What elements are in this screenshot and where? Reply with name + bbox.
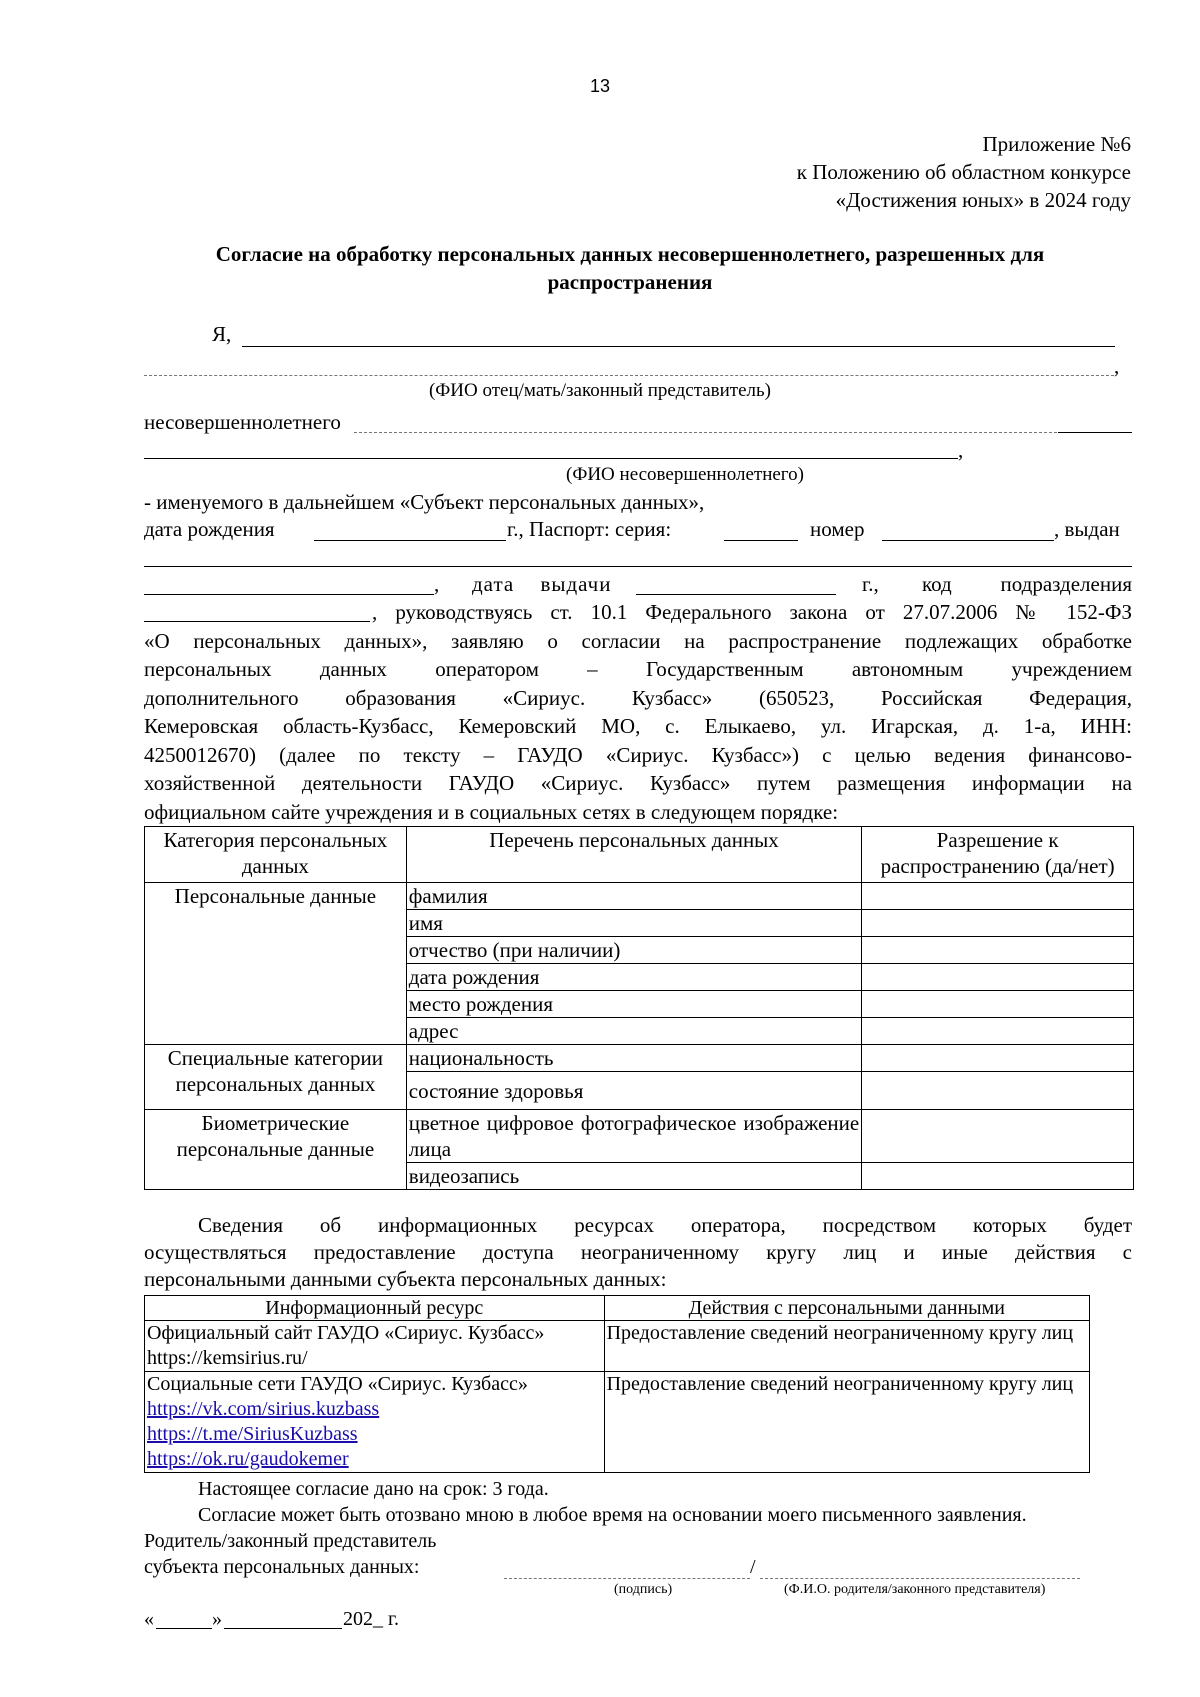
header-actions: Действия с персональными данными — [604, 1296, 1089, 1321]
action-cell: Предоставление сведений неограниченному кругу лиц — [604, 1372, 1089, 1473]
personal-data-table — [144, 826, 1134, 1190]
consent-line: персональных данных оператором – Государственным автономным учреждением — [144, 657, 1132, 681]
caption-minor-fio: (ФИО несовершеннолетнего) — [566, 464, 804, 485]
signer-label-2: субъекта персональных данных: — [144, 1556, 420, 1578]
passport-series-label: г., Паспорт: серия: — [507, 517, 672, 541]
header-list: Перечень персональных данных — [406, 827, 861, 883]
consent-term: Настоящее согласие дано на срок: 3 года. — [198, 1478, 549, 1500]
consent-revoke: Согласие может быть отозвано мною в любое время на основании моего письменного заявления. — [198, 1504, 1027, 1526]
permission-cell[interactable] — [862, 937, 1134, 964]
telegram-link[interactable]: https://t.me/SiriusKuzbass — [147, 1423, 358, 1445]
permission-cell[interactable] — [862, 1072, 1134, 1110]
g-code-label: г., — [862, 572, 879, 596]
birth-label: дата рождения — [144, 517, 275, 541]
data-item: место рождения — [406, 991, 861, 1018]
data-item: видеозапись — [406, 1163, 861, 1190]
date-close-quote: » — [212, 1608, 222, 1630]
dept-code-label: код подразделения — [922, 572, 1132, 596]
table-row — [145, 1045, 1134, 1072]
passport-number-field[interactable] — [882, 540, 1054, 541]
date-month-field[interactable] — [224, 1628, 342, 1629]
appendix-block — [797, 130, 1131, 214]
permission-cell[interactable] — [862, 1018, 1134, 1045]
parent-name-field-2[interactable] — [144, 375, 1114, 376]
caption-parent-fio: (ФИО отец/мать/законный представитель) — [428, 380, 772, 401]
caption-parent-fio-footer: (Ф.И.О. родителя/законного представителя) — [784, 1582, 1046, 1597]
consent-line: 4250012670) (далее по тексту – ГАУДО «Сириус. Кузбасс») с целью ведения финансово- — [144, 742, 1132, 767]
header-permission: Разрешение к распространению (да/нет) — [862, 827, 1134, 883]
permission-cell[interactable] — [862, 991, 1134, 1018]
data-item: имя — [406, 910, 861, 937]
issued-by-field[interactable] — [144, 566, 1132, 567]
permission-cell[interactable] — [862, 883, 1134, 910]
consent-line: дополнительного образования «Сириус. Кузбасс» (650523, Российская Федерация, — [144, 685, 1132, 710]
minor-name-field-1b[interactable] — [1058, 432, 1132, 433]
consent-line: официальном сайте учреждения и в социальных сетях в следующем порядке: — [144, 799, 839, 824]
permission-cell[interactable] — [862, 964, 1134, 991]
date-open-quote: « — [144, 1608, 154, 1630]
category-personal: Персональные данные — [145, 883, 407, 1045]
appendix-line-3: «Достижения юных» в 2024 году — [835, 188, 1131, 212]
resources-paragraph — [144, 1212, 1132, 1293]
consent-line: , руководствуясь ст. 10.1 Федерального закона от 27.07.2006 № 152-ФЗ — [372, 600, 1132, 624]
comma-1: , — [1114, 354, 1120, 378]
resources-row — [145, 1372, 1090, 1473]
data-item: фамилия — [406, 883, 861, 910]
issued-label: , выдан — [1054, 517, 1120, 541]
issued-by-field-2[interactable] — [144, 594, 434, 595]
data-item: цветное цифровое фотографическое изображение лица — [406, 1110, 861, 1163]
consent-line: хозяйственной деятельности ГАУДО «Сириус. Кузбасс» путем размещения информации на — [144, 771, 1132, 795]
caption-signature: (подпись) — [614, 1582, 673, 1597]
date-year: 202_ г. — [343, 1608, 399, 1630]
vk-link[interactable]: https://vk.com/sirius.kuzbass — [147, 1398, 380, 1420]
table-row — [145, 1110, 1134, 1163]
birth-date-field[interactable] — [314, 540, 506, 541]
slash: / — [750, 1556, 756, 1578]
table-row — [145, 883, 1134, 910]
parent-name-field-1[interactable] — [242, 346, 1115, 347]
header-resource: Информационный ресурс — [145, 1296, 605, 1321]
resource-cell — [145, 1321, 605, 1372]
appendix-line-2: к Положению об областном конкурсе — [796, 160, 1131, 184]
resource-name: Официальный сайт ГАУДО «Сириус. Кузбасс» — [147, 1322, 545, 1344]
minor-name-field-2[interactable] — [144, 458, 958, 459]
resources-line: осуществляться предоставление доступа неограниченному кругу лиц и иные действия с — [144, 1240, 1132, 1264]
date-day-field[interactable] — [156, 1628, 212, 1629]
appendix-line-1: Приложение №6 — [982, 132, 1131, 156]
page-number: 13 — [589, 76, 611, 96]
permission-cell[interactable] — [862, 1045, 1134, 1072]
resources-header-row — [145, 1296, 1090, 1321]
passport-number-label: номер — [810, 517, 865, 541]
permission-cell[interactable] — [862, 1110, 1134, 1163]
data-item: национальность — [406, 1045, 861, 1072]
resources-row — [145, 1321, 1090, 1372]
ya-label: Я, — [212, 322, 232, 346]
data-item: отчество (при наличии) — [406, 937, 861, 964]
minor-name-field-1[interactable] — [354, 432, 1057, 433]
comma-2: , — [958, 438, 964, 462]
resource-name: Социальные сети ГАУДО «Сириус. Кузбасс» — [147, 1373, 528, 1395]
resource-cell — [145, 1372, 605, 1473]
issue-date-field[interactable] — [636, 594, 836, 595]
header-category: Категория персональных данных — [145, 827, 407, 883]
consent-line: «О персональных данных», заявляю о согласии на распространение подлежащих обработке — [144, 628, 1132, 653]
passport-series-field[interactable] — [724, 540, 798, 541]
signer-label-1: Родитель/законный представитель — [144, 1530, 437, 1552]
document-title: Согласие на обработку персональных данных несовершеннолетнего, разрешенных для распространения — [215, 242, 1045, 294]
data-item: дата рождения — [406, 964, 861, 991]
parent-fio-field[interactable] — [760, 1578, 1080, 1579]
category-biometric: Биометрические персональные данные — [145, 1110, 407, 1190]
category-special: Специальные категории персональных данных — [145, 1045, 407, 1110]
resources-table — [144, 1295, 1090, 1473]
resource-url: https://kemsirius.ru/ — [147, 1347, 308, 1369]
ok-link[interactable]: https://ok.ru/gaudokemer — [147, 1448, 349, 1470]
resources-line: персональными данными субъекта персональных данных: — [144, 1267, 667, 1291]
permission-cell[interactable] — [862, 1163, 1134, 1190]
issue-date-label: дата выдачи — [472, 572, 612, 596]
resources-line: Сведения об информационных ресурсах оператора, посредством которых будет — [198, 1213, 1132, 1237]
minor-label: несовершеннолетнего — [144, 410, 341, 434]
data-item: адрес — [406, 1018, 861, 1045]
table-header-row — [145, 827, 1134, 883]
action-cell: Предоставление сведений неограниченному кругу лиц — [604, 1321, 1089, 1372]
comma-3: , — [434, 572, 440, 596]
named-as-text: - именуемого в дальнейшем «Субъект персональных данных», — [144, 490, 705, 514]
permission-cell[interactable] — [862, 910, 1134, 937]
consent-paragraph — [144, 598, 1132, 826]
data-item: состояние здоровья — [406, 1072, 861, 1110]
signature-field[interactable] — [504, 1578, 750, 1579]
consent-line: Кемеровская область-Кузбасс, Кемеровский МО, с. Елыкаево, ул. Игарская, д. 1-а, ИНН: — [144, 714, 1132, 738]
